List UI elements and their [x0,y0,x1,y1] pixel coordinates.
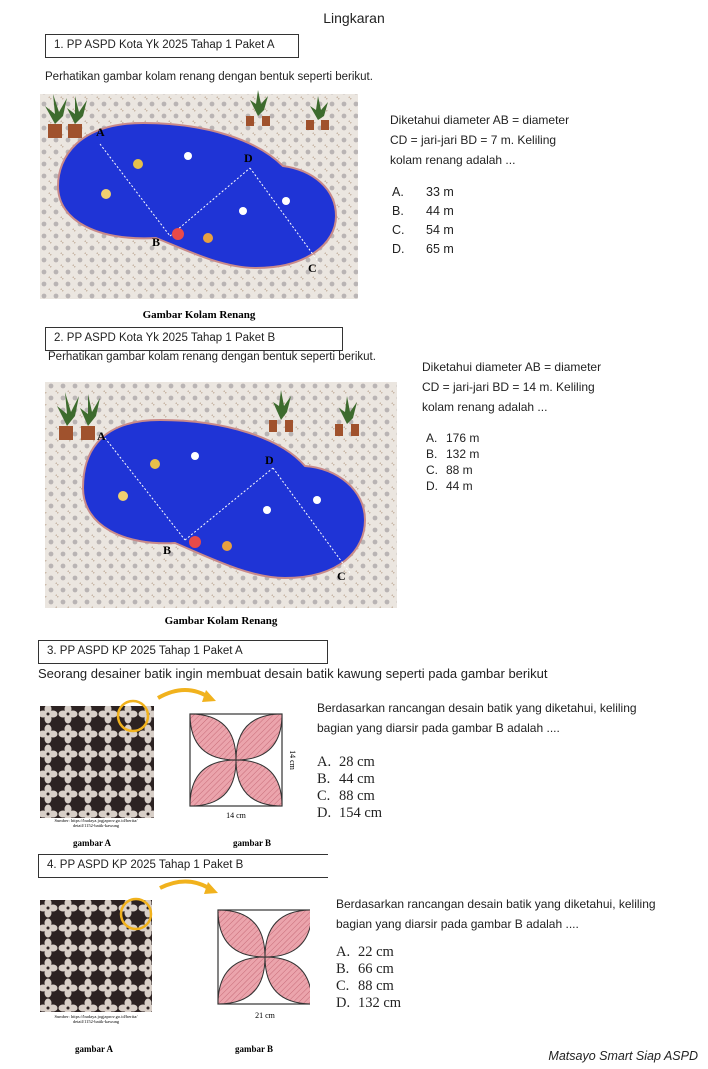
q3-option-b[interactable]: B. 44 cm [317,771,375,787]
point-d-label: D [265,453,274,467]
q2-option-b[interactable]: B. 132 m [426,447,480,461]
q2-option-a[interactable]: A. 176 m [426,431,480,445]
q1-option-a[interactable]: A. 33 m [392,185,454,199]
source-line: detail/1152-batik-kawung [72,1019,120,1024]
q2-question-line: Diketahui diameter AB = diameter [422,360,602,374]
q3-option-d[interactable]: D. 154 cm [317,805,383,821]
point-c-label: C [337,569,346,583]
q3-option-c[interactable]: C. 88 cm [317,788,375,804]
gambar-a-label: gambar A [72,838,112,848]
q1-intro: Perhatikan gambar kolam renang dengan bentuk seperti berikut. [45,71,373,83]
q4-option-b[interactable]: B. 66 cm [336,961,394,977]
arrow-head [202,690,216,702]
q1-pool-figure [38,86,360,324]
side-length-label: 14 cm [288,750,297,770]
bottom-length-label: 14 cm [226,811,246,820]
q1-figure-caption: Gambar Kolam Renang [142,309,256,321]
q4-batik-figure [38,878,310,1058]
q4-question [336,894,706,934]
source-line: detail/1152-batik-kawung [72,823,120,828]
q3-header: 3. PP ASPD KP 2025 Tahap 1 Paket A [38,640,328,664]
q2-figure-caption: Gambar Kolam Renang [164,615,278,627]
q2-header: 2. PP ASPD Kota Yk 2025 Tahap 1 Paket B [45,327,343,351]
q1-option-b[interactable]: B. 44 m [392,204,454,218]
point-c-label: C [308,261,317,275]
q3-question-line: bagian yang diarsir pada gambar B adalah .... [317,721,560,735]
q3-question [317,698,707,738]
q4-options [336,944,401,1012]
q2-option-c[interactable]: C. 88 m [426,463,473,477]
q1-option-c[interactable]: C. 54 m [392,223,454,237]
arrow [158,690,210,698]
q1-options [392,183,454,259]
source-line: Sumber: https://budaya.jogjaprov.go.id/berita/ [54,818,138,823]
q4-option-d[interactable]: D. 132 cm [336,995,402,1011]
q1-question-line: kolam renang adalah ... [390,153,516,167]
source-line: Sumber: https://budaya.jogjaprov.go.id/berita/ [54,1014,138,1019]
q4-header: 4. PP ASPD KP 2025 Tahap 1 Paket B [38,854,328,878]
q2-question-line: CD = jari-jari BD = 14 m. Keliling [422,380,595,394]
q2-question [422,357,706,417]
point-d-label: D [244,151,253,165]
gambar-a-batik [40,900,152,1012]
q4-option-c[interactable]: C. 88 cm [336,978,394,994]
q1-question-line: Diketahui diameter AB = diameter [390,113,570,127]
bottom-length-label: 21 cm [255,1011,275,1020]
q1-question [390,110,700,170]
q1-header: 1. PP ASPD Kota Yk 2025 Tahap 1 Paket A [45,34,299,58]
q2-intro: Perhatikan gambar kolam renang dengan bentuk seperti berikut. [48,351,376,363]
q3-question-line: Berdasarkan rancangan desain batik yang diketahui, keliling [317,701,637,715]
gambar-b-label: gambar B [232,838,272,848]
q1-option-d[interactable]: D. 65 m [392,242,454,256]
point-a-label: A [97,429,106,443]
gambar-b-square [218,910,310,1004]
q3-option-a[interactable]: A. 28 cm [317,754,375,770]
point-a-label: A [96,125,105,139]
q4-question-line: Berdasarkan rancangan desain batik yang diketahui, keliling [336,897,656,911]
q3-intro: Seorang desainer batik ingin membuat desain batik kawung seperti pada gambar berikut [38,666,548,681]
q4-option-a[interactable]: A. 22 cm [336,944,394,960]
q3-batik-figure [38,684,310,852]
point-b-label: B [152,235,161,249]
q2-option-d[interactable]: D. 44 m [426,479,473,493]
q3-options [317,754,382,822]
q1-question-line: CD = jari-jari BD = 7 m. Keliling [390,133,557,147]
q2-options [426,430,479,494]
page-title: Lingkaran [323,10,385,26]
gambar-a-batik [40,706,154,818]
gambar-a-label: gambar A [74,1044,114,1054]
point-b-label: B [163,543,172,557]
gambar-b-square [190,714,282,806]
arrow [160,881,212,890]
q2-pool-figure [45,368,397,630]
q2-question-line: kolam renang adalah ... [422,400,548,414]
q4-question-line: bagian yang diarsir pada gambar B adalah .... [336,917,579,931]
gambar-b-label: gambar B [234,1044,274,1054]
arrow-head [204,882,218,894]
footer-brand: Matsayo Smart Siap ASPD [548,1049,698,1063]
